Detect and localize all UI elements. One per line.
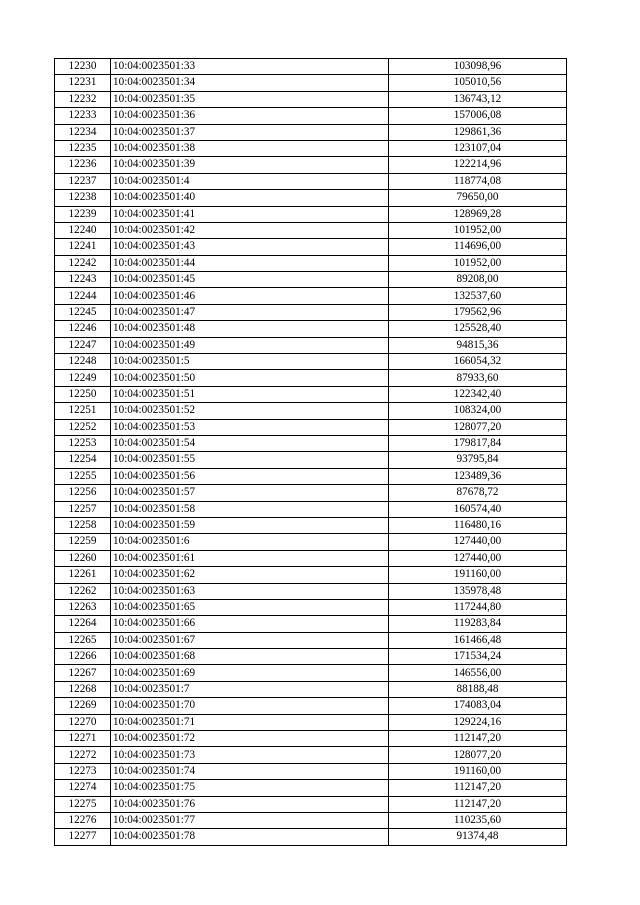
table-row bbox=[55, 681, 567, 697]
row-number-cell: 12259 bbox=[55, 534, 111, 550]
cadastral-number-cell: 10:04:0023501:43 bbox=[111, 239, 389, 255]
cadastral-number-cell: 10:04:0023501:72 bbox=[111, 731, 389, 747]
cadastral-number-cell: 10:04:0023501:48 bbox=[111, 321, 389, 337]
table-row bbox=[55, 337, 567, 353]
row-number-cell: 12276 bbox=[55, 812, 111, 828]
cadastral-number-cell: 10:04:0023501:76 bbox=[111, 796, 389, 812]
table-row bbox=[55, 435, 567, 451]
table-row bbox=[55, 91, 567, 107]
table-row bbox=[55, 501, 567, 517]
table-row bbox=[55, 452, 567, 468]
cadastral-value-cell: 171534,24 bbox=[389, 649, 567, 665]
cadastral-number-cell: 10:04:0023501:34 bbox=[111, 75, 389, 91]
cadastral-value-cell: 114696,00 bbox=[389, 239, 567, 255]
cadastral-value-cell: 79650,00 bbox=[389, 190, 567, 206]
cadastral-value-cell: 122342,40 bbox=[389, 386, 567, 402]
cadastral-value-cell: 87678,72 bbox=[389, 485, 567, 501]
cadastral-number-cell: 10:04:0023501:54 bbox=[111, 435, 389, 451]
cadastral-value-cell: 116480,16 bbox=[389, 517, 567, 533]
row-number-cell: 12277 bbox=[55, 829, 111, 845]
table-row bbox=[55, 222, 567, 238]
table-row bbox=[55, 583, 567, 599]
row-number-cell: 12272 bbox=[55, 747, 111, 763]
table-row bbox=[55, 255, 567, 271]
cadastral-number-cell: 10:04:0023501:66 bbox=[111, 616, 389, 632]
row-number-cell: 12250 bbox=[55, 386, 111, 402]
cadastral-value-cell: 179817,84 bbox=[389, 435, 567, 451]
row-number-cell: 12242 bbox=[55, 255, 111, 271]
row-number-cell: 12243 bbox=[55, 272, 111, 288]
cadastral-number-cell: 10:04:0023501:55 bbox=[111, 452, 389, 468]
row-number-cell: 12264 bbox=[55, 616, 111, 632]
row-number-cell: 12253 bbox=[55, 435, 111, 451]
row-number-cell: 12251 bbox=[55, 403, 111, 419]
row-number-cell: 12267 bbox=[55, 665, 111, 681]
row-number-cell: 12256 bbox=[55, 485, 111, 501]
cadastral-number-cell: 10:04:0023501:59 bbox=[111, 517, 389, 533]
cadastral-value-cell: 135978,48 bbox=[389, 583, 567, 599]
cadastral-number-cell: 10:04:0023501:45 bbox=[111, 272, 389, 288]
table-row bbox=[55, 534, 567, 550]
table-row bbox=[55, 75, 567, 91]
row-number-cell: 12266 bbox=[55, 649, 111, 665]
cadastral-number-cell: 10:04:0023501:77 bbox=[111, 812, 389, 828]
cadastral-value-cell: 91374,48 bbox=[389, 829, 567, 845]
row-number-cell: 12236 bbox=[55, 157, 111, 173]
row-number-cell: 12249 bbox=[55, 370, 111, 386]
cadastral-value-cell: 112147,20 bbox=[389, 780, 567, 796]
row-number-cell: 12246 bbox=[55, 321, 111, 337]
table-row bbox=[55, 763, 567, 779]
cadastral-number-cell: 10:04:0023501:57 bbox=[111, 485, 389, 501]
row-number-cell: 12237 bbox=[55, 173, 111, 189]
table-row bbox=[55, 829, 567, 845]
table-row bbox=[55, 517, 567, 533]
table-row bbox=[55, 321, 567, 337]
cadastral-value-cell: 127440,00 bbox=[389, 550, 567, 566]
cadastral-number-cell: 10:04:0023501:44 bbox=[111, 255, 389, 271]
cadastral-value-cell: 132537,60 bbox=[389, 288, 567, 304]
table-row bbox=[55, 124, 567, 140]
cadastral-number-cell: 10:04:0023501:50 bbox=[111, 370, 389, 386]
cadastral-value-cell: 108324,00 bbox=[389, 403, 567, 419]
cadastral-value-cell: 87933,60 bbox=[389, 370, 567, 386]
row-number-cell: 12240 bbox=[55, 222, 111, 238]
table-row bbox=[55, 419, 567, 435]
cadastral-value-cell: 161466,48 bbox=[389, 632, 567, 648]
cadastral-value-cell: 88188,48 bbox=[389, 681, 567, 697]
table-row bbox=[55, 288, 567, 304]
table-row bbox=[55, 485, 567, 501]
row-number-cell: 12231 bbox=[55, 75, 111, 91]
row-number-cell: 12245 bbox=[55, 304, 111, 320]
table-row bbox=[55, 272, 567, 288]
row-number-cell: 12265 bbox=[55, 632, 111, 648]
table-row bbox=[55, 780, 567, 796]
cadastral-number-cell: 10:04:0023501:5 bbox=[111, 354, 389, 370]
row-number-cell: 12257 bbox=[55, 501, 111, 517]
cadastral-number-cell: 10:04:0023501:75 bbox=[111, 780, 389, 796]
cadastral-value-cell: 125528,40 bbox=[389, 321, 567, 337]
cadastral-number-cell: 10:04:0023501:56 bbox=[111, 468, 389, 484]
table-row bbox=[55, 812, 567, 828]
cadastral-value-table bbox=[54, 58, 567, 846]
table-row bbox=[55, 354, 567, 370]
cadastral-number-cell: 10:04:0023501:74 bbox=[111, 763, 389, 779]
row-number-cell: 12263 bbox=[55, 599, 111, 615]
cadastral-number-cell: 10:04:0023501:61 bbox=[111, 550, 389, 566]
cadastral-value-cell: 179562,96 bbox=[389, 304, 567, 320]
table-row bbox=[55, 239, 567, 255]
cadastral-number-cell: 10:04:0023501:71 bbox=[111, 714, 389, 730]
cadastral-value-cell: 101952,00 bbox=[389, 222, 567, 238]
cadastral-number-cell: 10:04:0023501:40 bbox=[111, 190, 389, 206]
cadastral-value-cell: 119283,84 bbox=[389, 616, 567, 632]
cadastral-value-cell: 122214,96 bbox=[389, 157, 567, 173]
cadastral-value-cell: 129224,16 bbox=[389, 714, 567, 730]
cadastral-number-cell: 10:04:0023501:42 bbox=[111, 222, 389, 238]
row-number-cell: 12269 bbox=[55, 698, 111, 714]
row-number-cell: 12260 bbox=[55, 550, 111, 566]
cadastral-value-cell: 191160,00 bbox=[389, 763, 567, 779]
cadastral-number-cell: 10:04:0023501:51 bbox=[111, 386, 389, 402]
cadastral-number-cell: 10:04:0023501:46 bbox=[111, 288, 389, 304]
cadastral-value-cell: 112147,20 bbox=[389, 731, 567, 747]
row-number-cell: 12248 bbox=[55, 354, 111, 370]
cadastral-value-cell: 123489,36 bbox=[389, 468, 567, 484]
cadastral-value-cell: 174083,04 bbox=[389, 698, 567, 714]
cadastral-value-cell: 123107,04 bbox=[389, 140, 567, 156]
cadastral-value-cell: 160574,40 bbox=[389, 501, 567, 517]
table-row bbox=[55, 157, 567, 173]
cadastral-value-cell: 94815,36 bbox=[389, 337, 567, 353]
table-row bbox=[55, 632, 567, 648]
cadastral-value-cell: 117244,80 bbox=[389, 599, 567, 615]
table-row bbox=[55, 304, 567, 320]
table-row bbox=[55, 731, 567, 747]
cadastral-number-cell: 10:04:0023501:69 bbox=[111, 665, 389, 681]
cadastral-value-cell: 146556,00 bbox=[389, 665, 567, 681]
row-number-cell: 12232 bbox=[55, 91, 111, 107]
table-row bbox=[55, 714, 567, 730]
cadastral-number-cell: 10:04:0023501:4 bbox=[111, 173, 389, 189]
cadastral-value-cell: 157006,08 bbox=[389, 108, 567, 124]
table-row bbox=[55, 468, 567, 484]
cadastral-number-cell: 10:04:0023501:7 bbox=[111, 681, 389, 697]
row-number-cell: 12239 bbox=[55, 206, 111, 222]
row-number-cell: 12268 bbox=[55, 681, 111, 697]
row-number-cell: 12252 bbox=[55, 419, 111, 435]
cadastral-number-cell: 10:04:0023501:62 bbox=[111, 567, 389, 583]
table-row bbox=[55, 59, 567, 75]
row-number-cell: 12255 bbox=[55, 468, 111, 484]
row-number-cell: 12233 bbox=[55, 108, 111, 124]
cadastral-value-cell: 136743,12 bbox=[389, 91, 567, 107]
cadastral-number-cell: 10:04:0023501:67 bbox=[111, 632, 389, 648]
table-row bbox=[55, 370, 567, 386]
cadastral-number-cell: 10:04:0023501:41 bbox=[111, 206, 389, 222]
row-number-cell: 12238 bbox=[55, 190, 111, 206]
cadastral-value-cell: 112147,20 bbox=[389, 796, 567, 812]
table-row bbox=[55, 190, 567, 206]
cadastral-value-cell: 127440,00 bbox=[389, 534, 567, 550]
row-number-cell: 12230 bbox=[55, 59, 111, 75]
cadastral-value-cell: 118774,08 bbox=[389, 173, 567, 189]
row-number-cell: 12270 bbox=[55, 714, 111, 730]
table-row bbox=[55, 599, 567, 615]
table-row bbox=[55, 386, 567, 402]
row-number-cell: 12262 bbox=[55, 583, 111, 599]
cadastral-number-cell: 10:04:0023501:47 bbox=[111, 304, 389, 320]
table-row bbox=[55, 616, 567, 632]
cadastral-value-cell: 129861,36 bbox=[389, 124, 567, 140]
table-row bbox=[55, 567, 567, 583]
cadastral-value-cell: 166054,32 bbox=[389, 354, 567, 370]
cadastral-value-cell: 110235,60 bbox=[389, 812, 567, 828]
cadastral-number-cell: 10:04:0023501:65 bbox=[111, 599, 389, 615]
cadastral-number-cell: 10:04:0023501:49 bbox=[111, 337, 389, 353]
row-number-cell: 12244 bbox=[55, 288, 111, 304]
row-number-cell: 12273 bbox=[55, 763, 111, 779]
table-row bbox=[55, 108, 567, 124]
cadastral-number-cell: 10:04:0023501:37 bbox=[111, 124, 389, 140]
row-number-cell: 12234 bbox=[55, 124, 111, 140]
row-number-cell: 12271 bbox=[55, 731, 111, 747]
cadastral-number-cell: 10:04:0023501:73 bbox=[111, 747, 389, 763]
table-row bbox=[55, 206, 567, 222]
cadastral-number-cell: 10:04:0023501:78 bbox=[111, 829, 389, 845]
cadastral-value-cell: 128077,20 bbox=[389, 419, 567, 435]
row-number-cell: 12254 bbox=[55, 452, 111, 468]
row-number-cell: 12241 bbox=[55, 239, 111, 255]
cadastral-value-cell: 89208,00 bbox=[389, 272, 567, 288]
cadastral-value-cell: 105010,56 bbox=[389, 75, 567, 91]
row-number-cell: 12274 bbox=[55, 780, 111, 796]
cadastral-number-cell: 10:04:0023501:38 bbox=[111, 140, 389, 156]
table-body bbox=[55, 59, 567, 846]
cadastral-value-cell: 128969,28 bbox=[389, 206, 567, 222]
table-row bbox=[55, 747, 567, 763]
cadastral-value-cell: 101952,00 bbox=[389, 255, 567, 271]
row-number-cell: 12275 bbox=[55, 796, 111, 812]
cadastral-number-cell: 10:04:0023501:53 bbox=[111, 419, 389, 435]
cadastral-value-cell: 93795,84 bbox=[389, 452, 567, 468]
cadastral-number-cell: 10:04:0023501:33 bbox=[111, 59, 389, 75]
cadastral-number-cell: 10:04:0023501:58 bbox=[111, 501, 389, 517]
cadastral-number-cell: 10:04:0023501:63 bbox=[111, 583, 389, 599]
table-row bbox=[55, 796, 567, 812]
row-number-cell: 12261 bbox=[55, 567, 111, 583]
cadastral-value-cell: 128077,20 bbox=[389, 747, 567, 763]
row-number-cell: 12258 bbox=[55, 517, 111, 533]
row-number-cell: 12235 bbox=[55, 140, 111, 156]
table-row bbox=[55, 140, 567, 156]
cadastral-number-cell: 10:04:0023501:39 bbox=[111, 157, 389, 173]
table-row bbox=[55, 698, 567, 714]
table-row bbox=[55, 173, 567, 189]
table-row bbox=[55, 550, 567, 566]
table-row bbox=[55, 665, 567, 681]
cadastral-number-cell: 10:04:0023501:6 bbox=[111, 534, 389, 550]
table-row bbox=[55, 403, 567, 419]
cadastral-number-cell: 10:04:0023501:36 bbox=[111, 108, 389, 124]
cadastral-value-cell: 103098,96 bbox=[389, 59, 567, 75]
cadastral-value-cell: 191160,00 bbox=[389, 567, 567, 583]
cadastral-number-cell: 10:04:0023501:70 bbox=[111, 698, 389, 714]
cadastral-number-cell: 10:04:0023501:35 bbox=[111, 91, 389, 107]
cadastral-number-cell: 10:04:0023501:68 bbox=[111, 649, 389, 665]
row-number-cell: 12247 bbox=[55, 337, 111, 353]
table-row bbox=[55, 649, 567, 665]
cadastral-number-cell: 10:04:0023501:52 bbox=[111, 403, 389, 419]
